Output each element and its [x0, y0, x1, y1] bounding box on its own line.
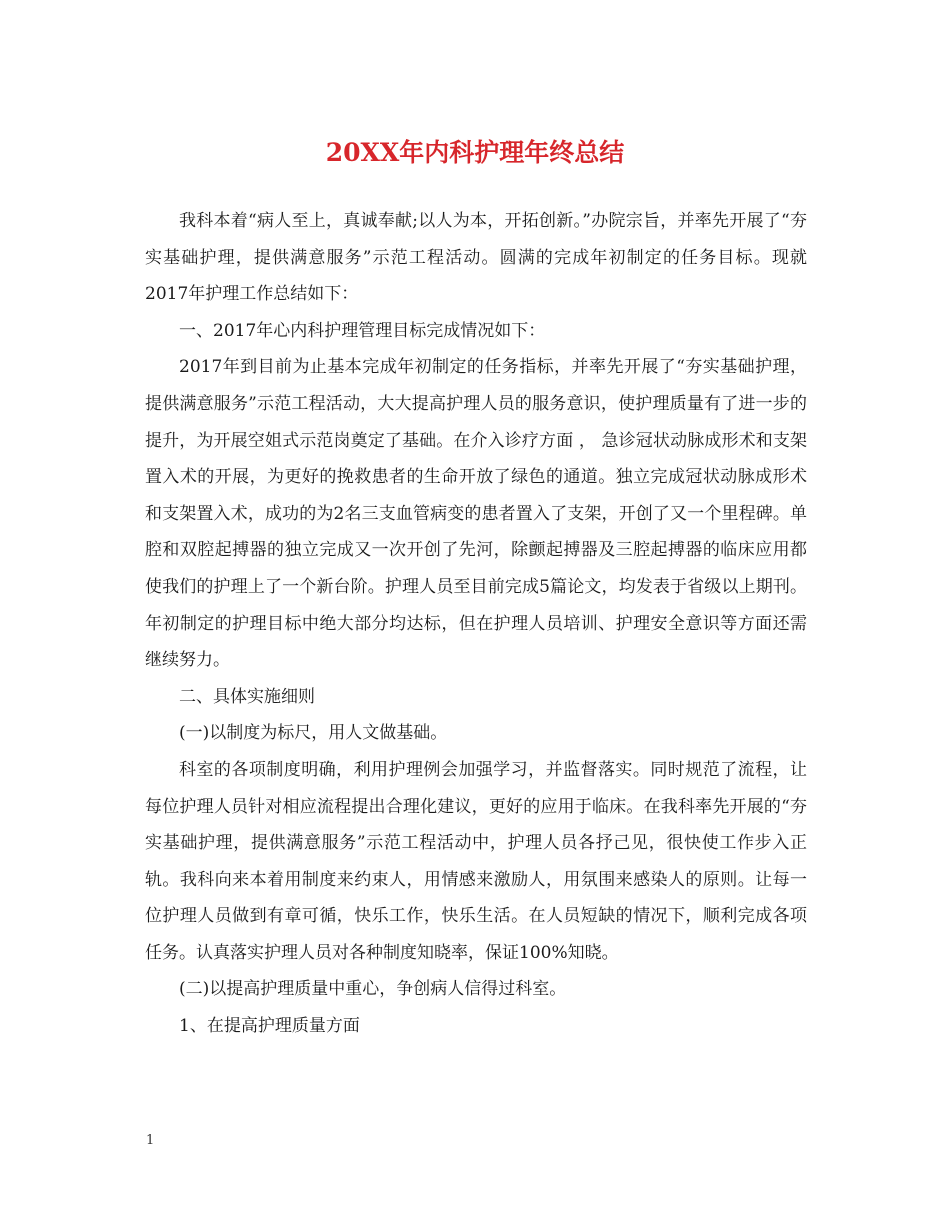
paragraph-intro: 我科本着“病人至上，真诚奉献;以人为本，开拓创新。”办院宗旨，并率先开展了“夯实基础护理，提供满意服务”示范工程活动。圆满的完成年初制定的任务目标。现就2017年护理工作总结如下： [145, 211, 807, 305]
page-number: 1 [146, 1133, 155, 1148]
paragraph-section-1: 2017年到目前为止基本完成年初制定的任务指标，并率先开展了“夯实基础护理，提供满意服务”示范工程活动，大大提高护理人员的服务意识，使护理质量有了进一步的提升，为开展空姐式示范岗奠定了基础。在介入诊疗方面 ， 急诊冠状动脉成形术和支架置入术的开展，为更好的挽救患者的生命开放了绿色的通道。独立完成冠状动脉成形术和支架置入术，成功的为2名三支血管病变的患者置入了支架，开创了又一个里程碑。单腔和双腔起搏器的独立完成又一次开创了先河，除颤起搏器及三腔起搏器的临床应用都使我们的护理上了一个新台阶。护理人员至目前完成5篇论文，均发表于省级以上期刊。年初制定的护理目标中绝大部分均达标，但在护理人员培训、护理安全意识等方面还需继续努力。 [145, 357, 807, 671]
subsection-heading-1: (一)以制度为标尺，用人文做基础。 [179, 723, 448, 744]
section-heading-2: 二、具体实施细则 [179, 686, 315, 707]
document-body [145, 203, 807, 1045]
section-heading-1: 一、2017年心内科护理管理目标完成情况如下： [179, 320, 546, 341]
document-title: 20XX年内科护理年终总结 [325, 138, 625, 167]
subsection-heading-2: (二)以提高护理质量中重心，争创病人信得过科室。 [179, 979, 567, 1000]
paragraph-subsection-1: 科室的各项制度明确，利用护理例会加强学习，并监督落实。同时规范了流程，让每位护理人员针对相应流程提出合理化建议，更好的应用于临床。在我科率先开展的“夯实基础护理，提供满意服务”示范工程活动中，护理人员各抒己见，很快使工作步入正轨。我科向来本着用制度来约束人，用情感来激励人，用氛围来感染人的原则。让每一位护理人员做到有章可循，快乐工作，快乐生活。在人员短缺的情况下，顺利完成各项任务。认真落实护理人员对各种制度知晓率，保证100%知晓。 [145, 759, 807, 963]
item-heading-1: 1、在提高护理质量方面 [179, 1016, 360, 1037]
